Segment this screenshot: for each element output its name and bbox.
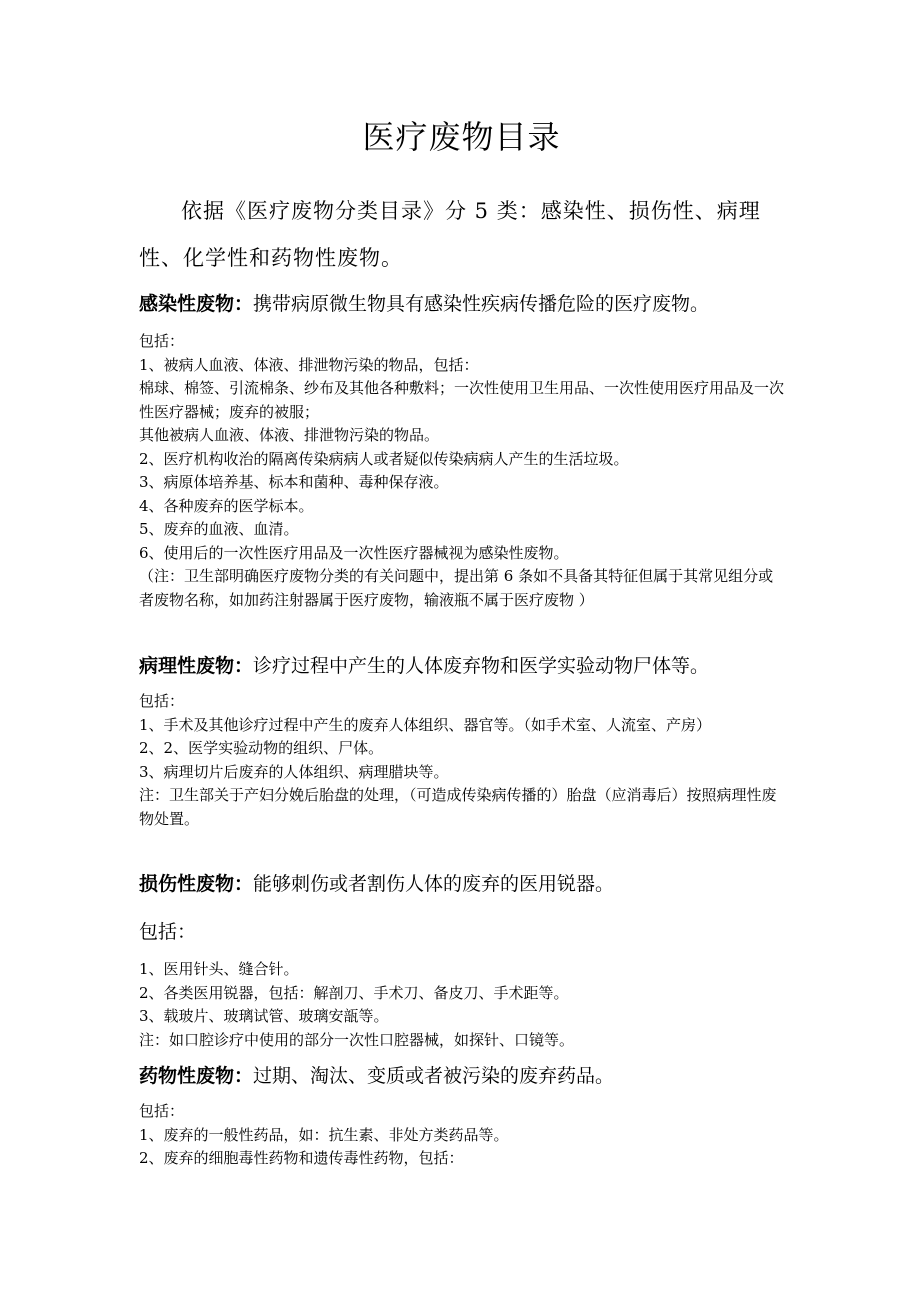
list-item: 3、病理切片后废弃的人体组织、病理腊块等。: [139, 762, 449, 781]
list-item: 注：如口腔诊疗中使用的部分一次性口腔器械，如探针、口镜等。: [139, 1030, 575, 1049]
list-item: 4、各种废弃的医学标本。: [139, 496, 314, 515]
list-item: 1、手术及其他诊疗过程中产生的废弃人体组织、器官等。（如手术室、人流室、产房）: [139, 715, 712, 734]
injurious-heading: 损伤性废物：: [139, 873, 254, 895]
injurious-category-heading: [139, 870, 789, 898]
list-item: 2、医疗机构收治的隔离传染病病人或者疑似传染病病人产生的生活垃圾。: [139, 449, 629, 468]
list-item: 其他被病人血液、体液、排泄物污染的物品。: [139, 426, 440, 444]
infectious-category-heading: [139, 290, 789, 318]
injurious-list: [139, 958, 784, 1052]
list-item: 1、废弃的一般性药品，如：抗生素、非处方类药品等。: [139, 1125, 509, 1144]
pharmaceutical-heading: 药物性废物：: [139, 1065, 254, 1087]
pathological-heading: 病理性废物：: [139, 655, 254, 677]
list-item: 3、病原体培养基、标本和菌种、毒种保存液。: [139, 473, 449, 491]
injurious-includes-label: [139, 918, 789, 946]
list-item: 包括：: [139, 692, 185, 710]
pharmaceutical-list: [139, 1100, 784, 1171]
list-item: 包括：: [139, 1102, 185, 1120]
intro-paragraph: 依据《医疗废物分类目录》分 5 类：感染性、损伤性、病理性、化学性和药物性废物。: [139, 199, 761, 270]
pharmaceutical-category-heading: [139, 1062, 789, 1090]
list-item: 1、医用针头、缝合针。: [139, 960, 299, 978]
pathological-list: [139, 690, 784, 831]
injurious-definition: 能够刺伤或者割伤人体的废弃的医用锐器。: [253, 873, 615, 895]
infectious-definition: 携带病原微生物具有感染性疾病传播危险的医疗废物。: [253, 293, 710, 315]
list-item: 包括：: [139, 332, 185, 350]
list-item: 2、2、医学实验动物的组织、尸体。: [139, 739, 384, 757]
list-item: （注：卫生部明确医疗废物分类的有关问题中，提出第 6 条如不具备其特征但属于其常见组分或者废物名称，如加药注射器属于医疗废物，输液瓶不属于医疗废物 ）: [139, 567, 774, 609]
infectious-heading: 感染性废物：: [139, 293, 254, 315]
list-item: 6、使用后的一次性医疗用品及一次性医疗器械视为感染性废物。: [139, 543, 569, 562]
page-title: 医疗废物目录: [362, 118, 561, 156]
list-item: 2、各类医用锐器，包括：解剖刀、手术刀、备皮刀、手术距等。: [139, 983, 569, 1002]
list-item: 1、被病人血液、体液、排泄物污染的物品，包括：: [139, 355, 479, 374]
infectious-list: [139, 330, 784, 612]
list-item: 5、废弃的血液、血清。: [139, 520, 299, 538]
pharmaceutical-definition: 过期、淘汰、变质或者被污染的废弃药品。: [253, 1065, 615, 1087]
list-item: 2、废弃的细胞毒性药物和遗传毒性药物，包括：: [139, 1149, 464, 1167]
pathological-definition: 诊疗过程中产生的人体废弃物和医学实验动物尸体等。: [253, 655, 710, 677]
pathological-category-heading: [139, 652, 789, 680]
list-item: 棉球、棉签、引流棉条、纱布及其他各种敷料；一次性使用卫生用品、一次性使用医疗用品及一次性医疗器械；废弃的被服；: [139, 379, 785, 421]
list-item: 注：卫生部关于产妇分娩后胎盘的处理，（可造成传染病传播的）胎盘（应消毒后）按照病理性废物处置。: [139, 786, 777, 828]
list-item: 3、载玻片、玻璃试管、玻璃安瓿等。: [139, 1007, 389, 1025]
injurious-includes: 包括：: [139, 921, 197, 943]
